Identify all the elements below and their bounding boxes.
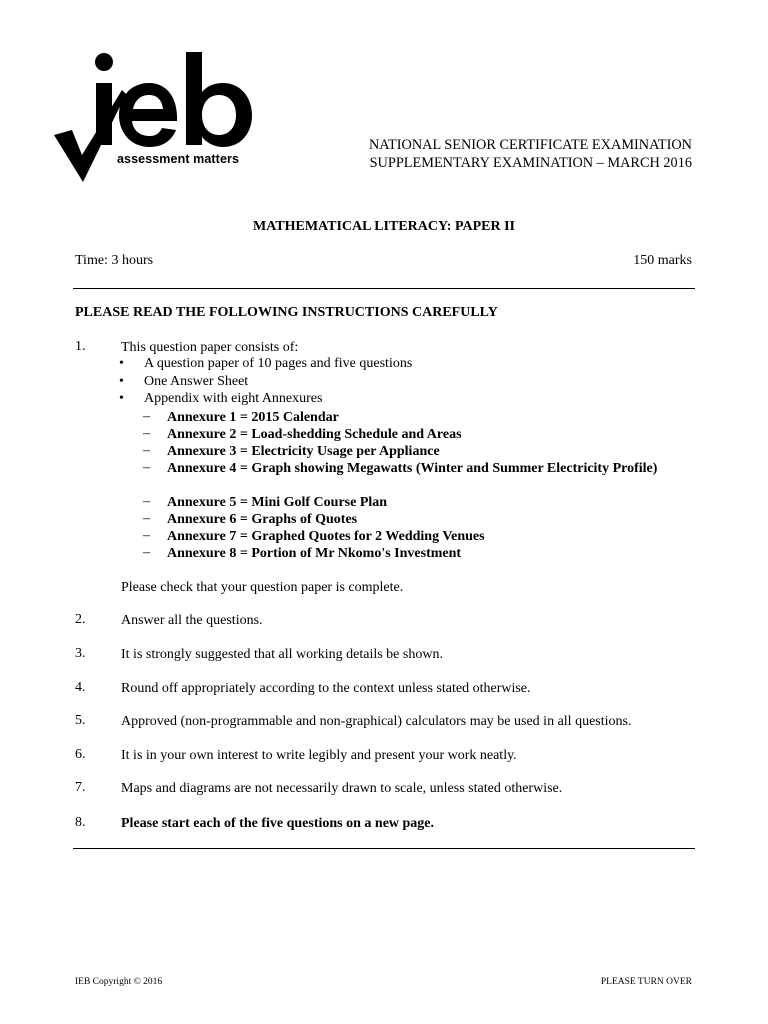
bullet-text: A question paper of 10 pages and five questions (144, 356, 413, 371)
item-text: It is strongly suggested that all working details be shown. (121, 647, 443, 662)
annexure-item: Annexure 1 = 2015 Calendar (167, 410, 339, 425)
dash-icon: – (143, 460, 150, 475)
annexure-item: Annexure 4 = Graph showing Megawatts (Winter and Summer Electricity Profile) (167, 461, 658, 476)
annexure-item: Annexure 5 = Mini Golf Course Plan (167, 495, 388, 510)
instructions-heading: PLEASE READ THE FOLLOWING INSTRUCTIONS CAREFULLY (75, 305, 498, 320)
item-number: 2. (75, 612, 86, 627)
checkmark-icon (54, 90, 126, 182)
bullet-text: Appendix with eight Annexures (144, 391, 323, 406)
item-text: Round off appropriately according to the context unless stated otherwise. (121, 681, 531, 696)
exam-header-line1: NATIONAL SENIOR CERTIFICATE EXAMINATION (368, 137, 692, 153)
item-number: 7. (75, 780, 86, 795)
item-text: Please start each of the five questions on a new page. (121, 816, 435, 831)
divider-top (73, 288, 695, 289)
item-number: 6. (75, 747, 86, 762)
dash-icon: – (143, 545, 150, 560)
item-text: It is in your own interest to write legibly and present your work neatly. (121, 748, 517, 763)
item-text: Approved (non-programmable and non-graphical) calculators may be used in all questions. (121, 714, 632, 729)
paper-title: MATHEMATICAL LITERACY: PAPER II (252, 219, 515, 234)
annexure-item: Annexure 6 = Graphs of Quotes (167, 512, 358, 527)
bullet-icon: • (119, 356, 124, 371)
total-marks: 150 marks (633, 253, 692, 268)
time-allowed: Time: 3 hours (75, 253, 154, 268)
annexure-item: Annexure 8 = Portion of Mr Nkomo's Investment (167, 546, 462, 561)
annexure-item: Annexure 7 = Graphed Quotes for 2 Wedding Venues (167, 529, 485, 544)
dash-icon: – (143, 409, 150, 424)
bullet-text: One Answer Sheet (144, 374, 249, 389)
divider-bottom (73, 848, 695, 849)
footer-turn-over: PLEASE TURN OVER (600, 977, 692, 987)
dash-icon: – (143, 494, 150, 509)
item-text: Maps and diagrams are not necessarily drawn to scale, unless stated otherwise. (121, 781, 563, 796)
item-number: 4. (75, 680, 86, 695)
item-text: This question paper consists of: (121, 340, 299, 355)
annexure-item: Annexure 3 = Electricity Usage per Appliance (167, 444, 440, 459)
item-number: 8. (75, 815, 86, 830)
check-note: Please check that your question paper is complete. (121, 580, 404, 595)
logo-tagline: assessment matters (117, 152, 240, 166)
item-number: 5. (75, 713, 86, 728)
item-number: 3. (75, 646, 86, 661)
annexure-item: Annexure 2 = Load-shedding Schedule and Areas (167, 427, 462, 442)
bullet-icon: • (119, 391, 124, 406)
item-text: Answer all the questions. (121, 613, 263, 628)
dash-icon: – (143, 426, 150, 441)
item-number: 1. (75, 339, 86, 354)
exam-header-line2: SUPPLEMENTARY EXAMINATION – MARCH 2016 (369, 155, 692, 171)
dash-icon: – (143, 528, 150, 543)
dash-icon: – (143, 511, 150, 526)
footer-copyright: IEB Copyright © 2016 (75, 977, 163, 987)
bullet-icon: • (119, 374, 124, 389)
dash-icon: – (143, 443, 150, 458)
